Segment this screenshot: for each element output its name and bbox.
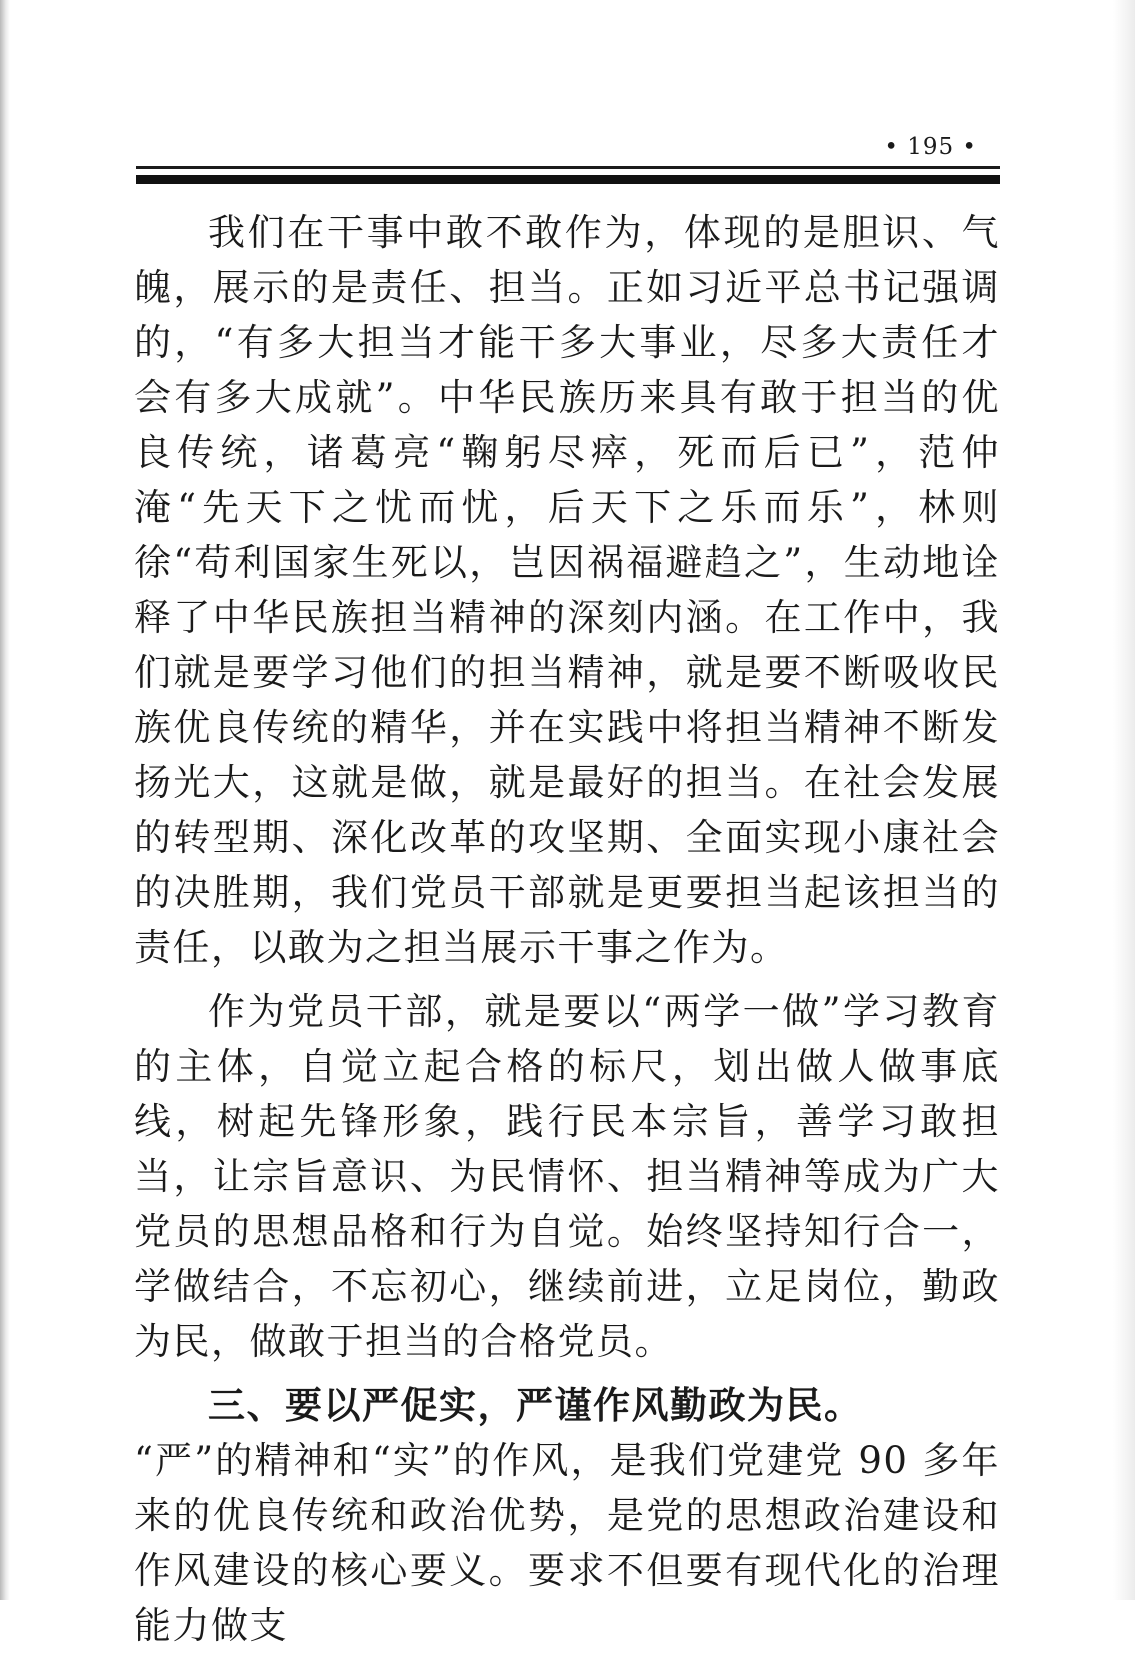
paragraph: 作为党员干部，就是要以“两学一做”学习教育的主体，自觉立起合格的标尺，划出做人做事底线，树起先锋形象，践行民本宗旨，善学习敢担当，让宗旨意识、为民情怀、担当精神等成为广大党员的思想品格和行为自觉。始终坚持知行合一，学做结合，不忘初心，继续前进，立足岗位，勤政为民，做敢于担当的合格党员。 (134, 990, 1000, 1363)
paragraph: 我们在干事中敢不敢作为，体现的是胆识、气魄，展示的是责任、担当。正如习近平总书记强调的，“有多大担当才能干多大事业，尽多大责任才会有多大成就”。中华民族历来具有敢于担当的优良传统，诸葛亮“鞠躬尽瘁，死而后已”，范仲淹“先天下之忧而忧，后天下之乐而乐”，林则徐“苟利国家生死以，岂因祸福避趋之”，生动地诠释了中华民族担当精神的深刻内涵。在工作中，我们就是要学习他们的担当精神，就是要不断吸收民族优良传统的精华，并在实践中将担当精神不断发扬光大，这就是做，就是最好的担当。在社会发展的转型期、深化改革的攻坚期、全面实现小康社会的决胜期，我们党员干部就是更要担当起该担当的责任，以敢为之担当展示干事之作为。 (134, 211, 1000, 969)
page-number: • 195 • (884, 134, 977, 160)
body-text (134, 205, 1000, 1662)
scan-page-edge-right (1113, 0, 1135, 1600)
paragraph: “严”的精神和“实”的作风，是我们党建党 90 多年来的优良传统和政治优势，是党的思想政治建设和作风建设的核心要义。要求不但要有现代化的治理能力做支 (134, 1439, 1000, 1647)
header-rule-thin (136, 166, 1000, 169)
section-heading: 三、要以严促实，严谨作风勤政为民。 (208, 1384, 863, 1427)
scan-page-edge-left (0, 0, 10, 1600)
header-rule-thick (136, 175, 1000, 184)
